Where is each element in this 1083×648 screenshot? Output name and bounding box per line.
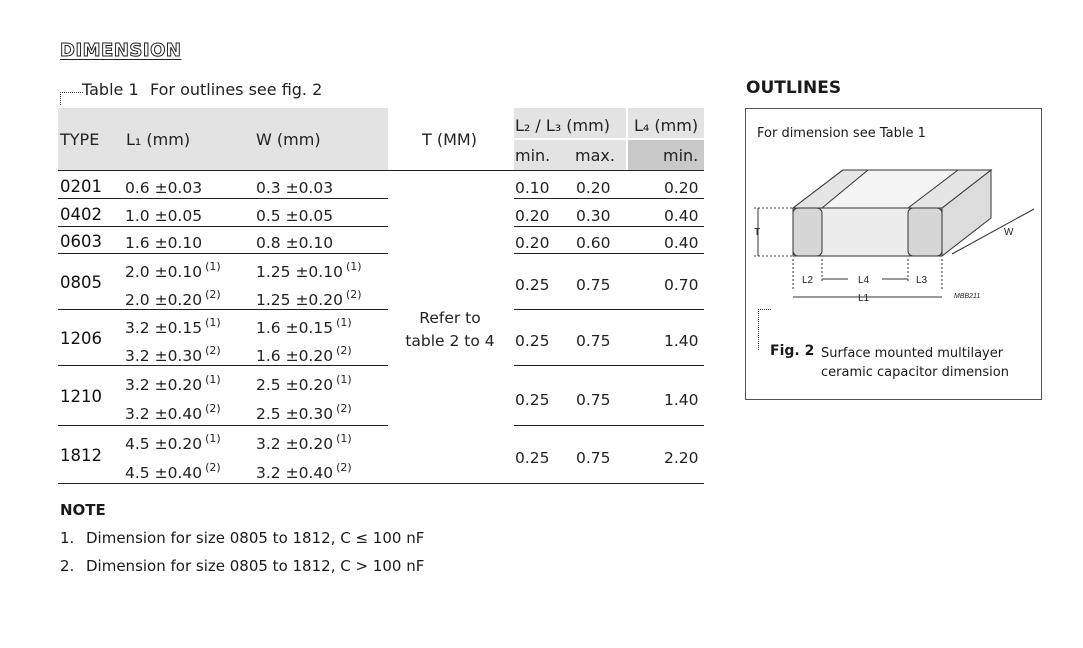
section-heading: DIMENSION	[60, 40, 182, 61]
l2min-1206: 0.25	[515, 332, 550, 350]
header-l4: L₄ (mm)	[634, 116, 699, 135]
type-1812: 1812	[60, 446, 102, 465]
notes-title: NOTE	[60, 501, 106, 519]
l2min-0402: 0.20	[515, 207, 550, 225]
header-l1: L₁ (mm)	[126, 130, 191, 149]
label-w: W	[1004, 227, 1014, 238]
l4min-0402: 0.40	[664, 207, 699, 225]
refer-text: Refer to table 2 to 4	[405, 309, 495, 350]
l1-1210-b: 3.2 ±0.40 $^{(2)}$	[125, 402, 221, 424]
rule-1206-a	[58, 365, 388, 366]
w-0805-a: 1.25 ±0.10 $^{(1)}$	[256, 260, 362, 282]
w-1210-b: 2.5 ±0.30 $^{(2)}$	[256, 402, 352, 424]
type-0805: 0805	[60, 273, 102, 292]
rule-0402-a	[58, 226, 388, 227]
l2max-1206: 0.75	[576, 332, 611, 350]
label-t: T	[754, 227, 761, 238]
table-label: Table 1	[82, 80, 139, 99]
rule-0603-a	[58, 253, 388, 254]
outlines-box	[745, 108, 1042, 400]
l2min-1210: 0.25	[515, 391, 550, 409]
label-l2: L2	[802, 275, 814, 286]
type-1210: 1210	[60, 387, 102, 406]
type-0402: 0402	[60, 205, 102, 224]
l4min-0201: 0.20	[664, 179, 699, 197]
rule-0805-b	[514, 309, 704, 310]
w-1206-b: 1.6 ±0.20 $^{(2)}$	[256, 344, 352, 366]
l1-0402: 1.0 ±0.05	[125, 207, 203, 225]
label-l4: L4	[858, 275, 870, 286]
label-code: MBB211	[954, 293, 981, 300]
fig-label: Fig. 2	[770, 343, 815, 359]
outlines-title: OUTLINES	[746, 78, 842, 98]
note-2-num: 2.	[60, 557, 75, 575]
header-shade-main	[58, 108, 388, 170]
w-0805-b: 1.25 ±0.20 $^{(2)}$	[256, 288, 362, 310]
header-min: min.	[515, 146, 551, 165]
header-l4-min: min.	[663, 146, 699, 165]
l1-1210-a: 3.2 ±0.20 $^{(1)}$	[125, 373, 221, 395]
caption-bracket	[60, 92, 83, 105]
rule-1210-b	[514, 425, 704, 426]
w-0402: 0.5 ±0.05	[256, 207, 334, 225]
header-max: max.	[575, 146, 615, 165]
header-bottom-rule	[58, 170, 704, 171]
l2max-1210: 0.75	[576, 391, 611, 409]
right-termination-front	[908, 208, 942, 256]
l2max-0201: 0.20	[576, 179, 611, 197]
type-0201: 0201	[60, 177, 102, 196]
l4min-1210: 1.40	[664, 391, 699, 409]
l1-1812-b: 4.5 ±0.40 $^{(2)}$	[125, 461, 221, 483]
note-1-text: Dimension for size 0805 to 1812, C ≤ 100 nF	[86, 529, 425, 547]
l4min-1812: 2.20	[664, 449, 699, 467]
l2max-0402: 0.30	[576, 207, 611, 225]
l4min-0805: 0.70	[664, 276, 699, 294]
type-1206: 1206	[60, 329, 102, 348]
note-2	[60, 557, 424, 575]
rule-0805-a	[58, 309, 388, 310]
note-1	[60, 529, 424, 547]
l2max-1812: 0.75	[576, 449, 611, 467]
header-l2l3: L₂ / L₃ (mm)	[515, 116, 610, 135]
l2max-0603: 0.60	[576, 234, 611, 252]
type-0603: 0603	[60, 232, 102, 251]
l2max-0805: 0.75	[576, 276, 611, 294]
note-1-num: 1.	[60, 529, 75, 547]
l1-1812-a: 4.5 ±0.20 $^{(1)}$	[125, 432, 221, 454]
l1-1206-a: 3.2 ±0.15 $^{(1)}$	[125, 316, 221, 338]
rule-1206-b	[514, 365, 704, 366]
l1-1206-b: 3.2 ±0.30 $^{(2)}$	[125, 344, 221, 366]
fig-caption: Surface mounted multilayer ceramic capacitor dimension	[821, 346, 1009, 380]
w-0201: 0.3 ±0.03	[256, 179, 334, 197]
left-termination-front	[793, 208, 822, 256]
rule-1210-a	[58, 425, 388, 426]
w-1812-a: 3.2 ±0.20 $^{(1)}$	[256, 432, 352, 454]
rule-0201-b	[514, 198, 704, 199]
l1-0805-b: 2.0 ±0.20 $^{(2)}$	[125, 288, 221, 310]
capacitor-figure	[746, 159, 1041, 309]
l4min-0603: 0.40	[664, 234, 699, 252]
l1-0805-a: 2.0 ±0.10 $^{(1)}$	[125, 260, 221, 282]
table-bottom-rule	[58, 483, 704, 484]
rule-0402-b	[514, 226, 704, 227]
l1-0201: 0.6 ±0.03	[125, 179, 203, 197]
header-t: T (MM)	[422, 130, 477, 149]
rule-0201-a	[58, 198, 388, 199]
w-1812-b: 3.2 ±0.40 $^{(2)}$	[256, 461, 352, 483]
label-l3: L3	[916, 275, 928, 286]
table-caption-text: For outlines see fig. 2	[150, 80, 323, 99]
w-1206-a: 1.6 ±0.15 $^{(1)}$	[256, 316, 352, 338]
note-2-text: Dimension for size 0805 to 1812, C > 100 nF	[86, 557, 425, 575]
header-type: TYPE	[60, 130, 100, 149]
header-w: W (mm)	[256, 130, 321, 149]
l2min-0201: 0.10	[515, 179, 550, 197]
label-l1: L1	[858, 293, 870, 304]
l2min-0805: 0.25	[515, 276, 550, 294]
w-0603: 0.8 ±0.10	[256, 234, 334, 252]
w-1210-a: 2.5 ±0.20 $^{(1)}$	[256, 373, 352, 395]
l2min-1812: 0.25	[515, 449, 550, 467]
l2min-0603: 0.20	[515, 234, 550, 252]
outline-box-note: For dimension see Table 1	[757, 126, 926, 141]
l4min-1206: 1.40	[664, 332, 699, 350]
rule-0603-b	[514, 253, 704, 254]
l1-0603: 1.6 ±0.10	[125, 234, 203, 252]
